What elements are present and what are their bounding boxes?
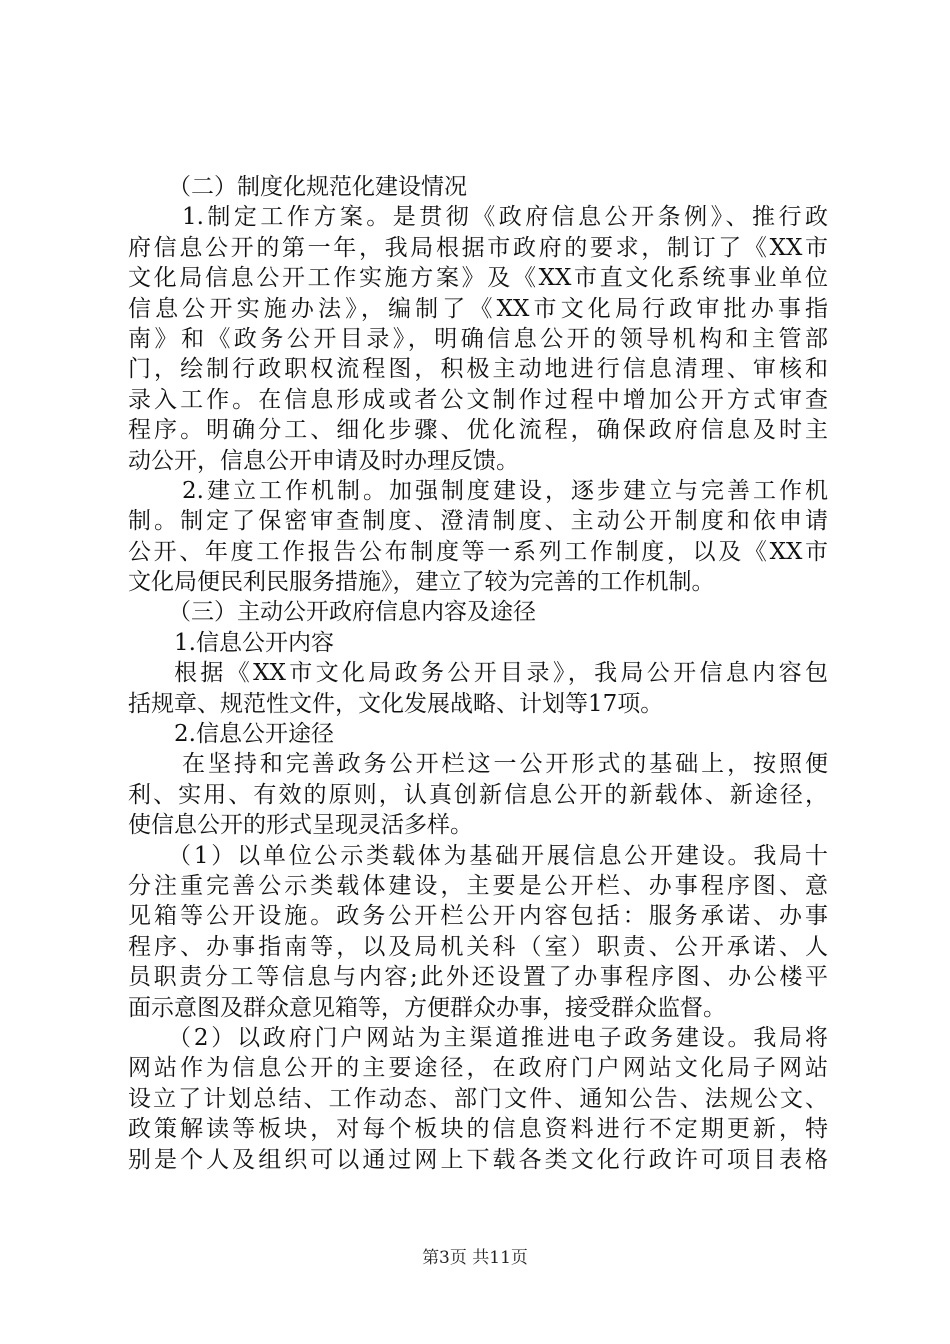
body-text-line: 员职责分工等信息与内容;此外还设置了办事程序图、办公楼平: [128, 964, 828, 991]
body-text-line: 制。制定了保密审查制度、澄清制度、主动公开制度和依申请: [128, 508, 828, 535]
body-text-line: （三）主动公开政府信息内容及途径: [168, 599, 536, 626]
body-text-line: 1.信息公开内容: [174, 629, 334, 656]
body-text-line: 分注重完善公示类载体建设，主要是公开栏、办事程序图、意: [128, 872, 828, 899]
body-text-line: 1.制定工作方案。是贯彻《政府信息公开条例》、推行政: [182, 204, 828, 231]
body-text-line: 根据《XX市文化局政务公开目录》，我局公开信息内容包: [174, 660, 828, 687]
body-text-line: 别是个人及组织可以通过网上下载各类文化行政许可项目表格: [128, 1146, 828, 1173]
body-text-line: 见箱等公开设施。政务公开栏公开内容包括：服务承诺、办事: [128, 903, 828, 930]
body-text-line: （2）以政府门户网站为主渠道推进电子政务建设。我局将: [168, 1024, 828, 1051]
body-text-line: （二）制度化规范化建设情况: [168, 174, 467, 200]
body-text-line: 文化局便民利民服务措施》，建立了较为完善的工作机制。: [128, 569, 715, 596]
body-text-line: 2.建立工作机制。加强制度建设，逐步建立与完善工作机: [182, 477, 828, 504]
body-text-line: 门，绘制行政职权流程图，积极主动地进行信息清理、审核和: [128, 356, 828, 383]
body-text-line: 动公开，信息公开申请及时办理反馈。: [128, 447, 519, 474]
body-text-line: 程序。明确分工、细化步骤、优化流程，确保政府信息及时主: [128, 417, 828, 444]
body-text-line: 利、实用、有效的原则，认真创新信息公开的新载体、新途径，: [128, 781, 828, 808]
body-text-line: （1）以单位公示类载体为基础开展信息公开建设。我局十: [168, 842, 828, 869]
document-body: [128, 172, 828, 1175]
body-text-line: 在坚持和完善政务公开栏这一公开形式的基础上，按照便: [182, 751, 828, 778]
body-text-line: 2.信息公开途径: [174, 721, 334, 748]
body-text-line: 使信息公开的形式呈现灵活多样。: [128, 812, 473, 839]
body-text-line: 信息公开实施办法》，编制了《XX市文化局行政审批办事指: [128, 295, 828, 322]
body-text-line: 括规章、规范性文件，文化发展战略、计划等17项。: [128, 690, 664, 717]
body-text-line: 录入工作。在信息形成或者公文制作过程中增加公开方式审查: [128, 386, 828, 413]
body-text-line: 府信息公开的第一年，我局根据市政府的要求，制订了《XX市: [128, 234, 828, 261]
body-text-line: 南》和《政务公开目录》，明确信息公开的领导机构和主管部: [128, 325, 828, 352]
body-text-line: 程序、办事指南等，以及局机关科（室）职责、公开承诺、人: [128, 933, 828, 960]
body-text-line: 面示意图及群众意见箱等，方便群众办事，接受群众监督。: [128, 994, 726, 1021]
body-text-line: 网站作为信息公开的主要途径，在政府门户网站文化局子网站: [128, 1055, 828, 1082]
body-text-line: 政策解读等板块，对每个板块的信息资料进行不定期更新，特: [128, 1116, 828, 1143]
body-text-line: 公开、年度工作报告公布制度等一系列工作制度，以及《XX市: [128, 538, 828, 565]
page-footer: 第3页 共11页: [422, 1248, 528, 1268]
body-text-line: 设立了计划总结、工作动态、部门文件、通知公告、法规公文、: [128, 1085, 828, 1112]
body-text-line: 文化局信息公开工作实施方案》及《XX市直文化系统事业单位: [128, 265, 828, 292]
